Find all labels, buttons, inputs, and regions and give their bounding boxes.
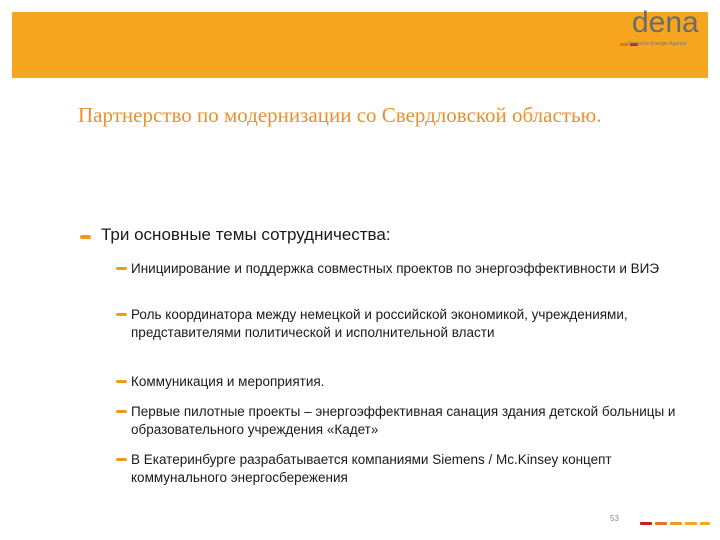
header-banner — [12, 12, 708, 78]
footer-dash — [670, 522, 682, 525]
bullet-dash — [80, 235, 91, 239]
footer-dash — [700, 522, 710, 525]
bullet-dash — [116, 410, 127, 413]
bullet-dash — [116, 380, 127, 383]
dena-logo — [616, 6, 712, 50]
footer-dash — [655, 522, 667, 525]
sub-point: Коммуникация и мероприятия. — [131, 374, 325, 389]
footer-dash — [685, 522, 697, 525]
footer-dash — [640, 522, 652, 525]
sub-point: Первые пилотные проекты – энергоэффективная санация здания детской больницы и образовательного учреждения «Кадет» — [131, 404, 676, 437]
logo-dash — [620, 43, 628, 46]
sub-point: Роль координатора между немецкой и российской экономикой, учреждениями, представителями политической и исполнительной власти — [131, 307, 628, 340]
bullet-dash — [116, 458, 127, 461]
logo-wordmark: dena — [632, 6, 699, 39]
logo-subtitle: Deutsche Energie-Agentur — [628, 41, 687, 47]
page-number: 53 — [610, 514, 619, 523]
bullet-dash — [116, 313, 127, 316]
slide-title: Партнерство по модернизации со Свердловской областью. — [78, 103, 602, 127]
bullet-dash — [116, 267, 127, 270]
sub-point: Инициирование и поддержка совместных проектов по энергоэффективности и ВИЭ — [131, 261, 660, 276]
main-point: Три основные темы сотрудничества: — [101, 225, 391, 244]
sub-point: В Екатеринбурге разрабатывается компаниями Siemens / Mc.Kinsey концепт коммунального энергосбережения — [131, 452, 612, 485]
